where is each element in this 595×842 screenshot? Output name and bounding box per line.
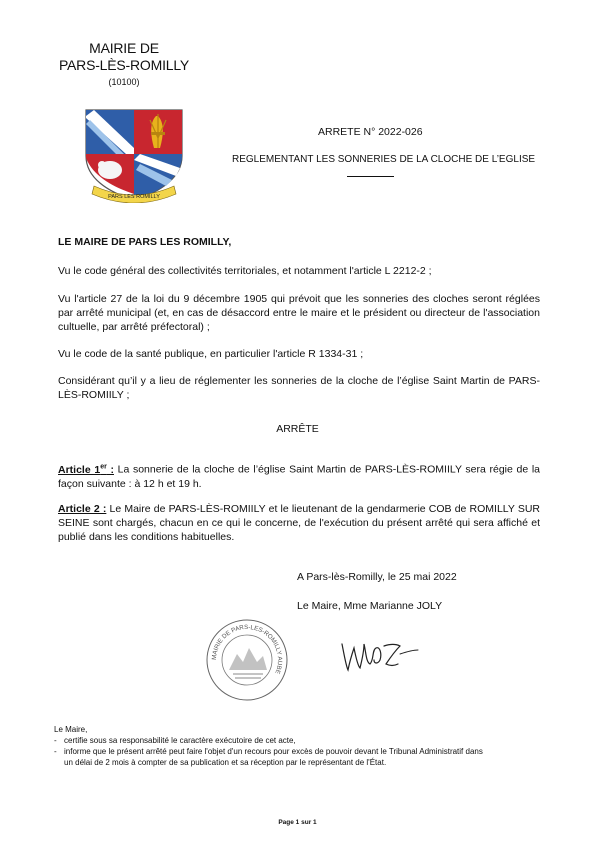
legal-notice-intro: Le Maire, <box>54 725 88 734</box>
consideration-paragraph: Considérant qu’il y a lieu de réglementer les sonneries de la cloche de l’église Saint Martin de PARS-LÈS-ROMIILY ; <box>58 375 540 401</box>
article-1-label-colon: : <box>106 463 114 476</box>
article-1 <box>58 460 540 491</box>
coat-of-arms-logo <box>80 108 188 203</box>
arrete-subject: REGLEMENTANT LES SONNERIES DE LA CLOCHE DE L’EGLISE <box>232 154 536 165</box>
article-1-text: La sonnerie de la cloche de l’église Saint Martin de PARS-LÈS-ROMIILY sera régie de la façon suivante : à 12 h et 19 h. <box>58 463 541 490</box>
mairie-title-line1: MAIRIE DE <box>89 40 159 56</box>
legal-notice-item-text: certifie sous sa responsabilité le caractère exécutoire de cet acte, <box>64 736 296 745</box>
legal-notice-item-text: informe que le présent arrêté peut faire l'objet d'un recours pour excès de pouvoir devant le Tribunal Administratif dans un délai de 2 mois à compter de sa publication et sa réception par le représentant de l'État. <box>64 747 483 767</box>
place-date: A Pars-lès-Romilly, le 25 mai 2022 <box>297 571 457 583</box>
mairie-title <box>58 40 190 74</box>
arrete-heading: ARRÊTE <box>276 423 319 435</box>
postcode: (10100) <box>108 77 140 87</box>
signatory: Le Maire, Mme Marianne JOLY <box>297 600 443 612</box>
page-number: Page 1 sur 1 <box>278 819 317 826</box>
stamp-text: MAIRIE DE PARS-LES-ROMILLY AUBE <box>210 623 284 675</box>
legal-notice-item <box>54 735 484 746</box>
article-2 <box>58 502 540 544</box>
official-stamp <box>205 618 289 702</box>
article-1-label <box>58 464 114 476</box>
consideration-paragraph: Vu l'article 27 de la loi du 9 décembre 1905 qui prévoit que les sonneries des cloches seront réglées par arrêté municipal (et, en cas de désaccord entre le maire et le président ou directeur de l'association cultuelle, par arrêté préfectoral) ; <box>58 293 540 333</box>
title-underline <box>347 176 394 177</box>
article-1-label-main: Article 1 <box>58 463 101 476</box>
legal-notice-item <box>54 746 484 768</box>
consideration-paragraph: Vu le code général des collectivités territoriales, et notamment l'article L 2212-2 ; <box>58 265 432 277</box>
crest-banner-text: PARS LES ROMILLY <box>108 194 160 200</box>
consideration-paragraph: Vu le code de la santé publique, en particulier l'article R 1334-31 ; <box>58 348 364 360</box>
mairie-title-line2: PARS-LÈS-ROMILLY <box>58 57 190 73</box>
bullet-dash: - <box>54 736 57 745</box>
legal-notice <box>54 724 484 768</box>
arrete-number: ARRETE N° 2022-026 <box>318 126 423 138</box>
maire-heading: LE MAIRE DE PARS LES ROMILLY, <box>58 236 232 248</box>
article-2-text: Le Maire de PARS-LÈS-ROMIILY et le lieutenant de la gendarmerie COB de ROMILLY SUR SEINE sont chargés, chacun en ce qui le concerne, de l'exécution du présent arrêté qui sera affiché et publié dans les conditions habituelles. <box>58 503 541 543</box>
handwritten-signature <box>334 630 424 680</box>
article-1-label-sup: er <box>100 463 107 470</box>
bullet-dash: - <box>54 747 57 756</box>
article-2-label: Article 2 : <box>58 503 107 515</box>
